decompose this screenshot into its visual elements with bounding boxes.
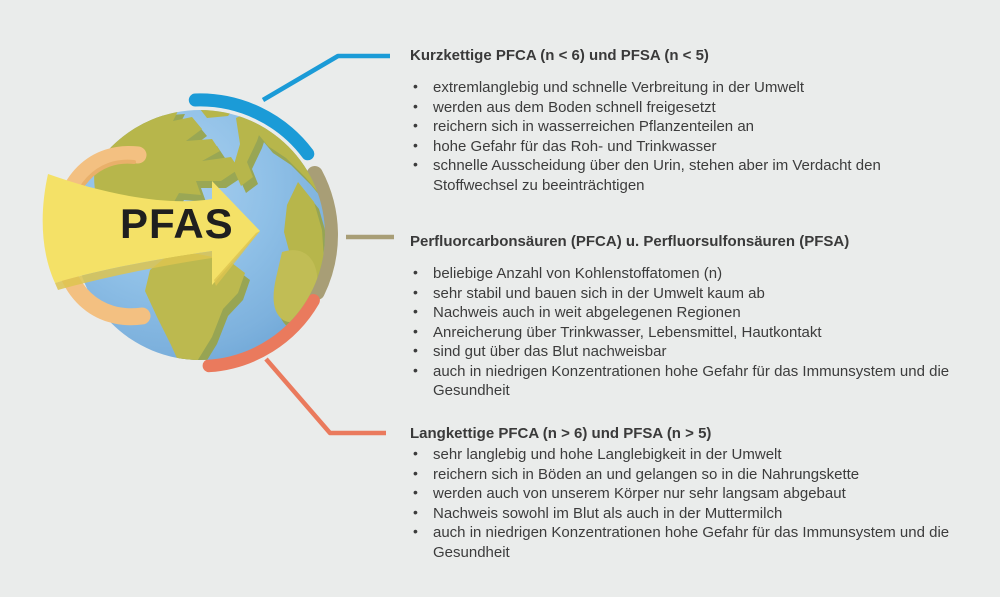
bullet-marker: • — [413, 342, 418, 358]
bullet-marker: • — [413, 464, 418, 481]
bullet-list-long-chain — [410, 445, 950, 562]
bullet-text: sind gut über das Blut nachweisbar — [433, 343, 667, 360]
bullet-text: auch in niedrigen Konzentrationen hohe Gefahr für das Immunsystem und die Gesundheit — [433, 524, 950, 561]
bullet-marker: • — [413, 264, 418, 280]
bullet-text: auch in niedrigen Konzentrationen hohe Gefahr für das Immunsystem und die Gesundheit — [433, 362, 950, 399]
bullet-text: extremlanglebig und schnelle Verbreitung in der Umwelt — [433, 79, 805, 96]
section-long-chain — [410, 424, 950, 562]
connector-long-chain — [266, 359, 386, 433]
bullet-marker: • — [413, 322, 418, 339]
bullet-item — [410, 465, 950, 485]
bullet-marker: • — [413, 283, 418, 300]
section-general — [410, 232, 950, 401]
section-title-general: Perfluorcarbonsäuren (PFCA) u. Perfluorsulfonsäuren (PFSA) — [410, 233, 850, 250]
bullet-marker: • — [413, 156, 418, 172]
bullet-marker: • — [413, 361, 418, 378]
bullet-marker: • — [413, 303, 418, 319]
bullet-text: Anreicherung über Trinkwasser, Lebensmittel, Hautkontakt — [433, 323, 822, 341]
bullet-marker: • — [413, 117, 418, 133]
bullet-item — [410, 362, 950, 401]
section-short-chain — [410, 46, 950, 195]
bullet-text: hohe Gefahr für das Roh- und Trinkwasser — [433, 137, 717, 155]
bullet-list-general — [410, 264, 950, 401]
bullet-item — [410, 484, 950, 504]
bullet-marker: • — [413, 523, 418, 539]
bullet-text: sehr stabil und bauen sich in der Umwelt kaum ab — [433, 284, 765, 302]
section-title-long-chain: Langkettige PFCA (n > 6) und PFSA (n > 5) — [410, 425, 712, 442]
bullet-item — [410, 156, 950, 195]
bullet-marker: • — [413, 445, 418, 461]
bullet-text: schnelle Ausscheidung über den Urin, stehen aber im Verdacht den Stoffwechsel zu beeinträchtigen — [433, 157, 881, 194]
bullet-item — [410, 117, 950, 137]
section-title-short-chain: Kurzkettige PFCA (n < 6) und PFSA (n < 5) — [410, 47, 709, 64]
bullet-marker: • — [413, 484, 418, 500]
bullet-item — [410, 323, 950, 343]
connector-short-chain — [263, 56, 390, 100]
bullet-item — [410, 264, 950, 284]
bullet-item — [410, 303, 950, 323]
bullet-text: reichern sich in Böden an und gelangen so in die Nahrungskette — [433, 465, 860, 483]
pfas-label: PFAS — [120, 200, 234, 247]
bullet-marker: • — [413, 503, 418, 520]
bullet-item — [410, 342, 950, 362]
bullet-text: werden auch von unserem Körper nur sehr langsam abgebaut — [433, 485, 846, 502]
bullet-marker: • — [413, 97, 418, 114]
bullet-item — [410, 445, 950, 465]
bullet-item — [410, 137, 950, 157]
bullet-item — [410, 98, 950, 118]
bullet-text: werden aus dem Boden schnell freigesetzt — [433, 98, 716, 116]
bullet-text: sehr langlebig und hohe Langlebigkeit in der Umwelt — [433, 446, 782, 463]
bullet-list-short-chain — [410, 78, 950, 195]
bullet-text: beliebige Anzahl von Kohlenstoffatomen (n) — [433, 265, 723, 282]
bullet-item — [410, 78, 950, 98]
bullet-text: Nachweis auch in weit abgelegenen Regionen — [433, 304, 741, 321]
bullet-item — [410, 284, 950, 304]
bullet-text: Nachweis sowohl im Blut als auch in der Muttermilch — [433, 504, 783, 522]
bullet-item — [410, 523, 950, 562]
bullet-text: reichern sich in wasserreichen Pflanzenteilen an — [433, 118, 755, 135]
bullet-marker: • — [413, 136, 418, 153]
bullet-item — [410, 504, 950, 524]
bullet-marker: • — [413, 78, 418, 94]
